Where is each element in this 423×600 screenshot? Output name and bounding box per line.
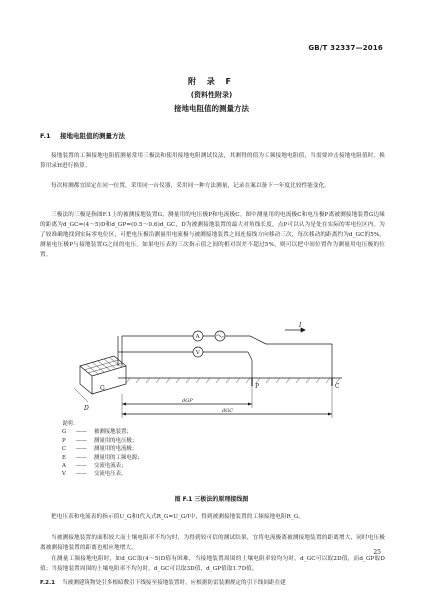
figure-legend <box>62 420 143 479</box>
legend-item: C —— 测量用的电流极； <box>62 446 138 453</box>
clause-f21 <box>40 578 385 588</box>
paragraph: 接地装置的工频接地电阻值测量常用三极法和使用接地电阻测试仪法，其测得的值为工频接地电阻值，当需要冲击接地电阻值时，换算用录H进行换算。 <box>40 153 385 169</box>
legend-item: P —— 测量用的电压极； <box>62 437 138 444</box>
legend-item: A —— 交流电流表； <box>62 463 127 470</box>
paragraph: 每次检测都宜固定在同一位置，采用同一台仪器，采用同一种方法测量，记录在案以备下一年度比较性能变化。 <box>51 183 330 189</box>
voltmeter-label: V <box>195 350 200 357</box>
appendix-title: 附 录 F <box>187 77 236 86</box>
legend-item: E —— 测量用的工频电源； <box>62 454 143 461</box>
section-title: 接地电阻值的测量方法 <box>60 132 125 140</box>
potential-electrode-label: P <box>255 383 260 390</box>
current-label: I <box>299 322 302 329</box>
appendix-name: 接地电阻值的测量方法 <box>174 104 249 113</box>
current-electrode-label: C <box>335 383 340 390</box>
paragraph: 把电压表和电流表的指示值U_G和I代入式R_G=U_G/I中，得到被测接地装置的工频接地电阻R_G。 <box>51 514 305 520</box>
section-number: F.1 <box>40 132 51 140</box>
grounding-device-label: G <box>100 385 105 392</box>
legend-item: G —— 被测接地装置； <box>62 429 132 436</box>
paragraph: 当被测接地装置的面积较大而土壤电阻率不均匀时，为得到较可信的测试结果，宜将电流极离被测接地装置的距离增大，同时电压极离被测接地装置的距离也相应地增大。 <box>40 535 385 551</box>
three-pole-wiring-diagram <box>70 318 350 426</box>
legend-item: V —— 交流电压表。 <box>62 471 127 478</box>
clause-number: F.2.1 <box>40 580 56 586</box>
appendix-header <box>0 76 423 114</box>
paragraph: 在测量工频接地电阻时，如d_GC取(4～5)D值有困难，当接地装置周围的土壤电阻率较均匀时，d_GC可以取2D值，而d_GP取D值；当接地装置周围的土壤电阻率不均匀时，d_GC可以取3D值，d_GP值取1.7D值。 <box>40 556 385 572</box>
appendix-type: (资料性附录) <box>190 91 233 99</box>
paragraph: 三极法的三极是指图F.1上的被测接地装置G，测量用的电压极P和电流极C。图中测量用的电流极C和电压极P离被测接地装置G边缘的距离为d_GC=(4～5)D和d_GP=(0.5～0.6)d_GC，D为被测接地装置的最大对角线长度，点P可以认为是处在实际的零电位区内。为了较准确地找到实际零电位区，可把电压极沿测量用电流极与被测接地装置之间连接线方向移动三次，每次移动的距离约为d_GC的5%，测量电压极P与接地装置G之间的电压。如果电压表的三次指示值之间的相对误差不超过5%，则可以把中间位置作为测量用电压极的位置。 <box>40 212 385 258</box>
ammeter-label: A <box>195 334 200 341</box>
section-heading-f1 <box>40 131 125 140</box>
dgc-dimension-label: dGC <box>222 408 234 414</box>
dgp-dimension-label: dGP <box>182 398 193 404</box>
standard-code: GB/T 32337—2016 <box>308 44 383 52</box>
legend-title: 说明： <box>62 421 79 427</box>
diagonal-label: D <box>84 405 89 412</box>
figure-caption: 图 F.1 三极法的原理接线图 <box>174 496 249 503</box>
page-number: 25 <box>373 549 381 556</box>
clause-text: 当被测建筑物处引多根暗敷引下线接至接地装置时，应根据防雷装测规定的引下线间距在建 <box>62 580 286 586</box>
